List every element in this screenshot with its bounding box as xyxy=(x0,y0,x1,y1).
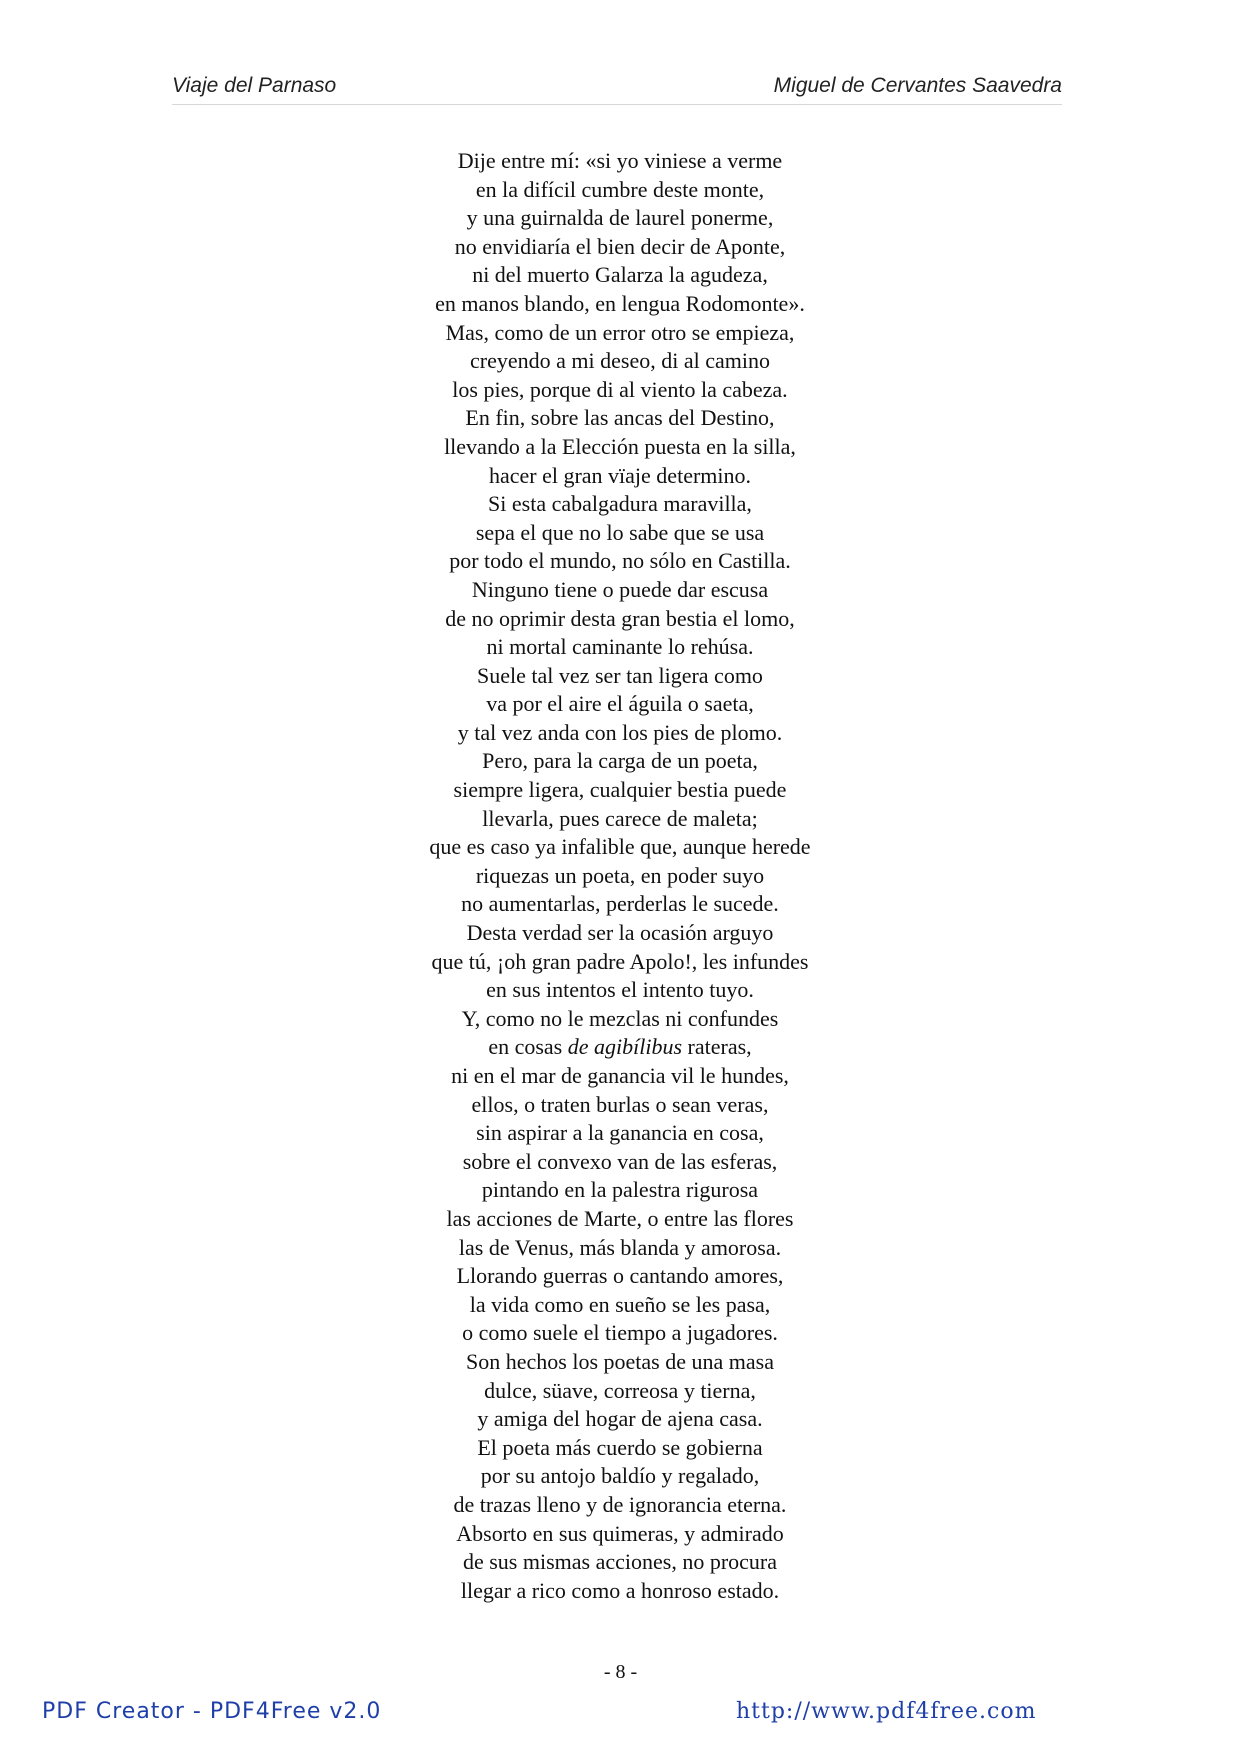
poem-line: la vida como en sueño se les pasa, xyxy=(469,1291,771,1317)
poem-line: riquezas un poeta, en poder suyo xyxy=(475,862,765,888)
poem-line: llevarla, pues carece de maleta; xyxy=(482,805,758,831)
poem-line: que es caso ya infalible que, aunque herede xyxy=(429,834,811,860)
poem-line: va por el aire el águila o saeta, xyxy=(486,691,754,717)
poem-line: Si esta cabalgadura maravilla, xyxy=(488,491,752,517)
poem-line: En fin, sobre las ancas del Destino, xyxy=(465,405,775,431)
poem-line: de no oprimir desta gran bestia el lomo, xyxy=(445,605,795,631)
poem-line: llevando a la Elección puesta en la silla, xyxy=(444,433,796,459)
poem-line: Y, como no le mezclas ni confundes xyxy=(461,1005,779,1031)
poem-line: hacer el gran vïaje determino. xyxy=(488,462,752,488)
poem-line: Pero, para la carga de un poeta, xyxy=(482,748,758,774)
poem-line: que tú, ¡oh gran padre Apolo!, les infundes xyxy=(431,948,809,974)
pdf4free-url-link[interactable]: http://www.pdf4free.com xyxy=(736,1699,1037,1724)
poem-line: Dije entre mí: «si yo viniese a verme xyxy=(457,148,783,173)
poem-line: los pies, porque di al viento la cabeza. xyxy=(452,376,788,402)
poem-line: ni mortal caminante lo rehúsa. xyxy=(486,634,754,660)
poem-line-italic-phrase: de agibílibus xyxy=(567,1034,683,1060)
poem-line: ni del muerto Galarza la agudeza, xyxy=(472,262,768,288)
poem-line: por todo el mundo, no sólo en Castilla. xyxy=(449,548,791,574)
poem-line-text: rateras, xyxy=(682,1034,752,1060)
poem-line: Llorando guerras o cantando amores, xyxy=(456,1263,784,1289)
poem-line: Absorto en sus quimeras, y admirado xyxy=(456,1520,784,1546)
poem-line: siempre ligera, cualquier bestia puede xyxy=(453,777,787,803)
poem-line: las acciones de Marte, o entre las flores xyxy=(446,1205,794,1231)
poem-line: por su antojo baldío y regalado, xyxy=(480,1463,760,1489)
poem-line: llegar a rico como a honroso estado. xyxy=(460,1577,780,1603)
poem-line: sobre el convexo van de las esferas, xyxy=(462,1148,778,1174)
poem-line: y amiga del hogar de ajena casa. xyxy=(477,1406,763,1432)
poem-line: en sus intentos el intento tuyo. xyxy=(486,977,754,1003)
poem-line-text: en cosas xyxy=(488,1034,568,1060)
poem-line: Son hechos los poetas de una masa xyxy=(466,1348,774,1374)
poem-line: Desta verdad ser la ocasión arguyo xyxy=(466,920,774,946)
poem-line: de trazas lleno y de ignorancia eterna. xyxy=(453,1491,787,1517)
poem-text xyxy=(300,147,940,1605)
header-author: Miguel de Cervantes Saavedra xyxy=(773,74,1062,97)
page-number: - 8 - xyxy=(603,1661,638,1683)
poem-line: no envidiaría el bien decir de Aponte, xyxy=(454,233,786,259)
poem-line: no aumentarlas, perderlas le sucede. xyxy=(461,891,779,917)
poem-line: creyendo a mi deseo, di al camino xyxy=(470,348,770,374)
poem-line: El poeta más cuerdo se gobierna xyxy=(477,1434,763,1460)
header-book-title: Viaje del Parnaso xyxy=(172,74,337,97)
poem-line: ellos, o traten burlas o sean veras, xyxy=(471,1091,769,1117)
poem-line: ni en el mar de ganancia vil le hundes, xyxy=(451,1063,789,1088)
poem-line: sepa el que no lo sabe que se usa xyxy=(475,519,765,545)
poem-line: en la difícil cumbre deste monte, xyxy=(475,176,765,202)
pdf-creator-link[interactable]: PDF Creator - PDF4Free v2.0 xyxy=(42,1699,382,1724)
poem-line: de sus mismas acciones, no procura xyxy=(462,1549,778,1575)
poem-line: pintando en la palestra rigurosa xyxy=(481,1177,759,1203)
poem-line: sin aspirar a la ganancia en cosa, xyxy=(476,1120,764,1146)
running-header xyxy=(172,72,1062,105)
poem-line: las de Venus, más blanda y amorosa. xyxy=(458,1234,782,1260)
poem-line: en manos blando, en lengua Rodomonte». xyxy=(435,290,805,316)
poem-line: y una guirnalda de laurel ponerme, xyxy=(466,205,774,231)
poem-line: y tal vez anda con los pies de plomo. xyxy=(457,719,783,745)
poem-line: Mas, como de un error otro se empieza, xyxy=(445,319,795,345)
poem-line-mixed xyxy=(300,1033,940,1062)
poem-line: Ninguno tiene o puede dar escusa xyxy=(471,576,769,602)
poem-line: o como suele el tiempo a jugadores. xyxy=(462,1320,778,1346)
poem-line: Suele tal vez ser tan ligera como xyxy=(477,662,763,688)
poem-line: dulce, süave, correosa y tierna, xyxy=(484,1377,756,1403)
